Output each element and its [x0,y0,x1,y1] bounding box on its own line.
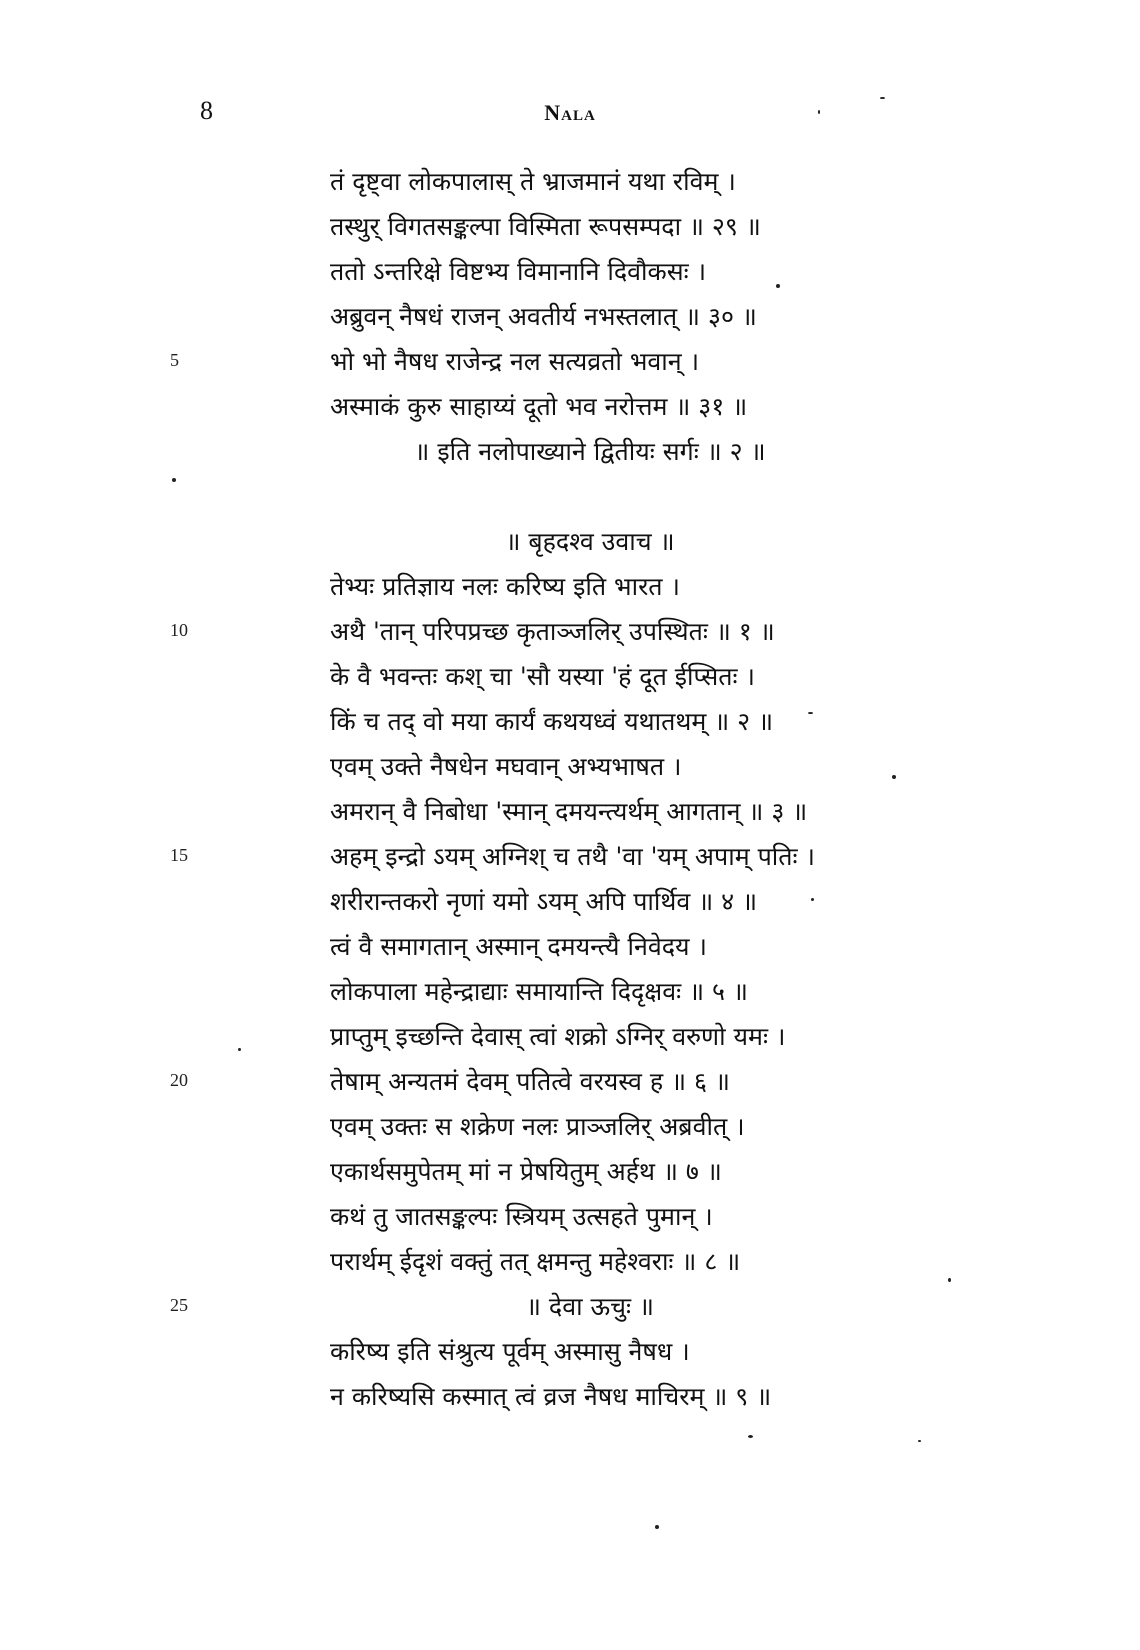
line-number: 20 [170,1070,188,1090]
scan-speck [172,478,176,482]
page-number: 8 [200,96,213,125]
verse-line: तं दृष्ट्वा लोकपालास् ते भ्राजमानं यथा रविम् । [330,167,736,196]
verse-line: भो भो नैषध राजेन्द्र नल सत्यव्रतो भवान् । [330,347,700,376]
scan-speck [238,1048,241,1051]
verse-line: करिष्य इति संश्रुत्य पूर्वम् अस्मासु नैषध । [330,1337,690,1366]
line-number: 5 [170,350,179,370]
speaker-heading: ॥ देवा ऊचुः ॥ [526,1292,654,1321]
verse-line: तस्थुर् विगतसङ्कल्पा विस्मिता रूपसम्पदा ॥ २९ ॥ [330,212,761,241]
scan-speck [892,775,896,779]
scan-speck [808,712,813,714]
verse-line: त्वं वै समागतान् अस्मान् दमयन्त्यै निवेदय । [330,932,707,961]
verse-line: कथं तु जातसङ्कल्पः स्त्रियम् उत्सहते पुमान् । [330,1202,713,1231]
verse-line: लोकपाला महेन्द्राद्याः समायान्ति दिदृक्षवः ॥ ५ ॥ [330,977,748,1006]
verse-line: के वै भवन्तः कश् चा 'सौ यस्या 'हं दूत ईप्सितः । [330,662,755,691]
verse-line: अब्रुवन् नैषधं राजन् अवतीर्य नभस्तलात् ॥ ३० ॥ [330,302,757,331]
scan-speck [880,97,885,99]
verse-line: न करिष्यसि कस्मात् त्वं व्रज नैषध माचिरम् ॥ ९ ॥ [330,1382,772,1411]
verse-line: अमरान् वै निबोधा 'स्मान् दमयन्त्यर्थम् आगतान् ॥ ३ ॥ [330,797,808,826]
verse-line: एवम् उक्तः स शक्रेण नलः प्राञ्जलिर् अब्रवीत् । [330,1112,745,1141]
scan-speck [818,110,820,114]
scan-speck [918,1440,921,1442]
verse-line: अस्माकं कुरु साहाय्यं दूतो भव नरोत्तम ॥ ३१ ॥ [330,392,748,421]
verse-line: तेभ्यः प्रतिज्ञाय नलः करिष्य इति भारत । [330,572,680,601]
verse-line: एकार्थसमुपेतम् मां न प्रेषयितुम् अर्हथ ॥ ७ ॥ [330,1157,722,1186]
scan-speck [655,1525,659,1529]
scan-speck [811,898,814,901]
verse-line: ततो ऽन्तरिक्षे विष्टभ्य विमानानि दिवौकसः । [330,257,707,286]
verse-line: परार्थम् ईदृशं वक्तुं तत् क्षमन्तु महेश्वराः ॥ ८ ॥ [330,1247,741,1276]
verse-line: प्राप्तुम् इच्छन्ति देवास् त्वां शक्रो ऽग्निर् वरुणो यमः । [330,1022,786,1051]
verse-line: शरीरान्तकरो नृणां यमो ऽयम् अपि पार्थिव ॥ ४ ॥ [330,887,758,916]
running-head: Nala [544,100,596,125]
verse-line: अथै 'तान् परिपप्रच्छ कृताञ्जलिर् उपस्थितः ॥ १ ॥ [330,617,775,646]
line-number: 15 [170,845,188,865]
verse-line: किं च तद् वो मया कार्यं कथयध्वं यथातथम् ॥ २ ॥ [330,707,774,736]
speaker-heading: ॥ बृहदश्व उवाच ॥ [505,527,675,556]
scan-speck [748,1435,753,1438]
line-number: 25 [170,1295,188,1315]
verse-line: तेषाम् अन्यतमं देवम् पतित्वे वरयस्व ह ॥ ६ ॥ [330,1067,730,1096]
scan-speck [948,1278,951,1282]
verse-line: अहम् इन्द्रो ऽयम् अग्निश् च तथै 'वा 'यम् अपाम् पतिः । [330,842,815,871]
verse-line: एवम् उक्ते नैषधेन मघवान् अभ्यभाषत । [330,752,682,781]
scan-speck [776,284,780,288]
canto-colophon: ॥ इति नलोपाख्याने द्वितीयः सर्गः ॥ २ ॥ [414,437,766,466]
line-number: 10 [170,620,188,640]
